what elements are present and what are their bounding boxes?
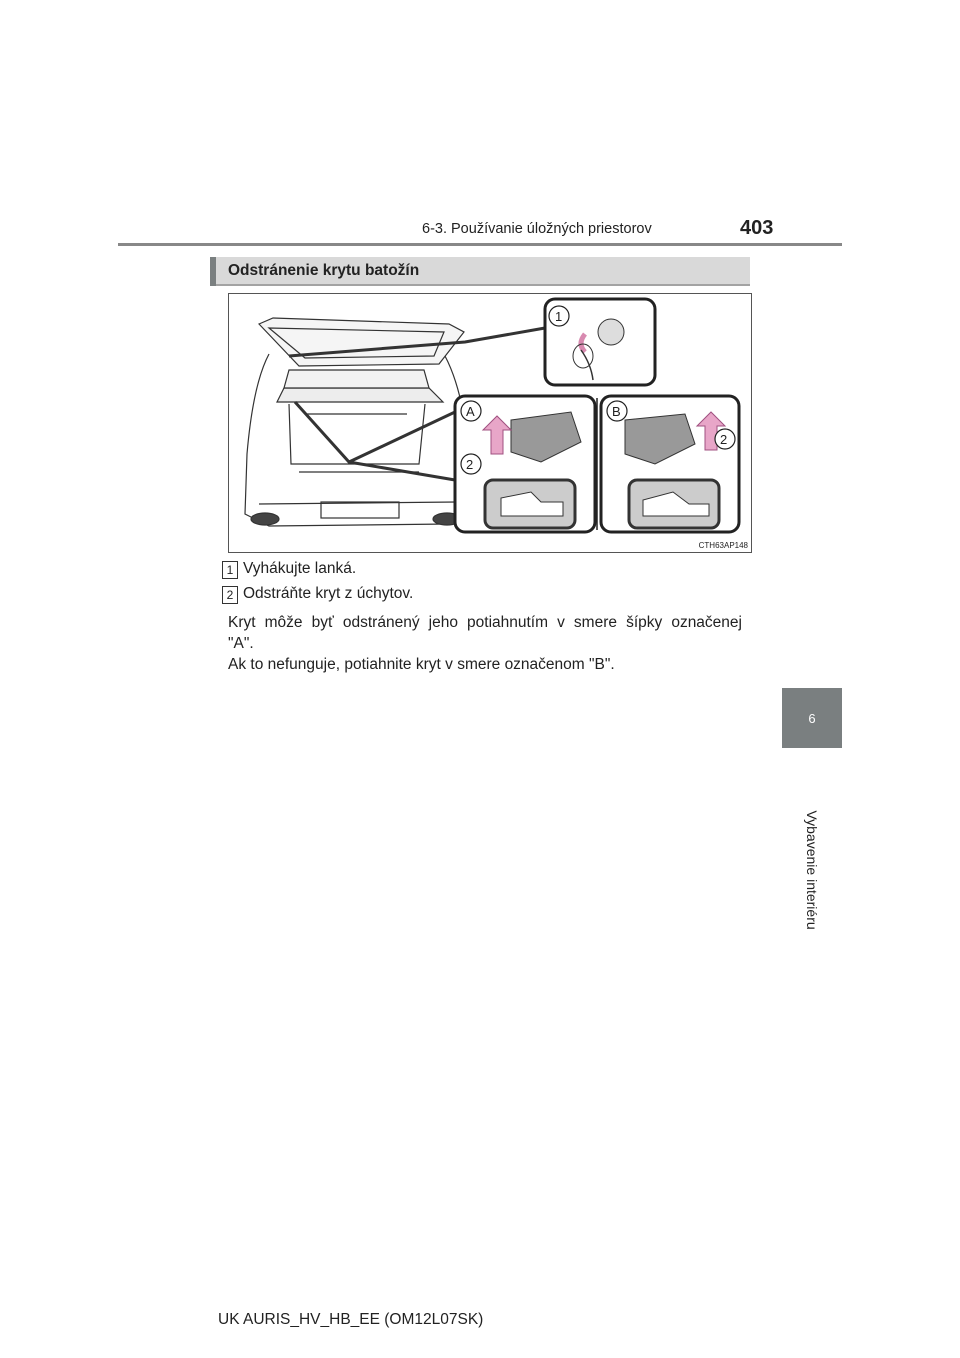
figure-illustration — [228, 293, 752, 553]
label-B: B — [612, 404, 621, 419]
header-section-title: 6-3. Používanie úložných priestorov — [422, 221, 652, 237]
step-2-text: Odstráňte kryt z úchytov. — [243, 585, 414, 602]
callout-2b: 2 — [720, 432, 728, 447]
footer-doc-id: UK AURIS_HV_HB_EE (OM12L07SK) — [218, 1311, 484, 1328]
figure-code: CTH63AP148 — [698, 541, 748, 550]
paragraph-line-3: Ak to nefunguje, potiahnite kryt v smere označenom "B". — [228, 656, 615, 673]
section-title: Odstránenie krytu batožín — [228, 262, 420, 279]
callout-2a: 2 — [466, 457, 474, 472]
step-1-text: Vyhákujte lanká. — [243, 560, 357, 577]
callout-1: 1 — [555, 309, 563, 324]
step-1-badge: 1 — [222, 561, 238, 579]
paragraph-line-2: "A". — [228, 635, 254, 652]
label-A: A — [466, 404, 475, 419]
chapter-tab — [782, 688, 842, 748]
section-bar — [210, 257, 750, 286]
header-rule — [118, 243, 842, 246]
chapter-title: Vybavenie interiéru — [804, 810, 820, 930]
chapter-number: 6 — [808, 710, 816, 726]
car-trunk-illustration — [229, 294, 751, 552]
section-bar-accent — [210, 257, 216, 286]
step-2-badge: 2 — [222, 586, 238, 604]
paragraph-line-1: Kryt môže byť odstránený jeho potiahnutím v smere šípky označenej — [228, 614, 742, 631]
page-number: 403 — [740, 217, 774, 239]
